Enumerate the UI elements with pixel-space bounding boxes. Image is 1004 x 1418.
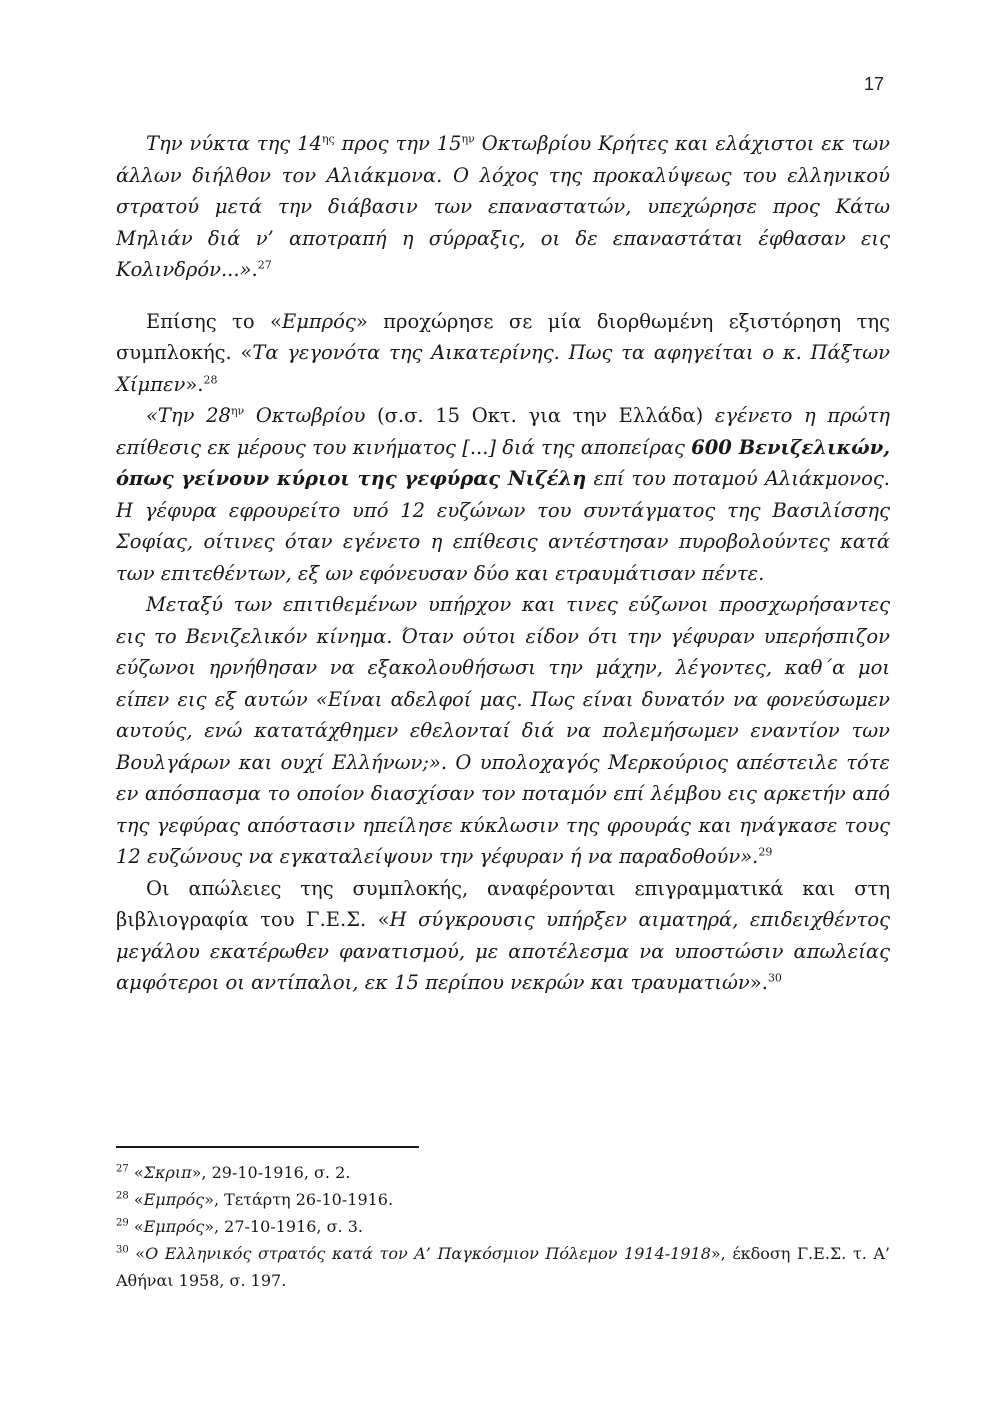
ordinal-superscript: ην [461, 132, 475, 146]
text-run: Επίσης το « [146, 309, 282, 333]
quote-paragraph-4 [116, 589, 890, 873]
source-title: Ο Ελληνικός στρατός κατά τον Α’ Παγκόσμιον Πόλεμον 1914-1918 [145, 1244, 711, 1263]
emphasis-bold: 600 Βενιζελικών, όπως γείνουν κύριοι της γεφύρας Νιζέλη [116, 435, 891, 490]
text-run: », 29-10-1916, σ. 2. [191, 1163, 351, 1182]
body-text [116, 128, 890, 999]
text-run: Οκτωβρίου [244, 404, 366, 427]
ordinal-superscript: ην [230, 404, 245, 418]
footnote-ref: 29 [758, 845, 773, 859]
ordinal-superscript: ης [321, 132, 335, 146]
editor-note: (σ.σ. 15 Οκτ. για την Ελλάδα) [365, 404, 715, 427]
quote-text [116, 132, 890, 281]
footnote-ref: 27 [257, 258, 272, 272]
text-run: « [133, 1163, 144, 1182]
quote-text [116, 404, 890, 585]
footnote-28 [116, 1186, 890, 1213]
text-run: », 27-10-1916, σ. 3. [204, 1217, 363, 1236]
text-run: « [135, 1244, 146, 1263]
text-run: « [133, 1190, 144, 1209]
quote-text [146, 404, 365, 427]
article-title: Τα γεγονότα της Αικατερίνης. Πως τα αφηγείται ο κ. Πάξτων Χίμπεν [116, 341, 890, 396]
text-run: Οι απώλειες της συμπλοκής, αναφέρονται επιγραμματικά και στη βιβλιογραφία του Γ.Ε.Σ. « [116, 876, 890, 931]
text-run: «Την 28 [146, 404, 231, 427]
source-title: Εμπρός [143, 1217, 205, 1236]
text-run: ». [749, 971, 768, 994]
page-number: 17 [863, 74, 884, 94]
footnote-separator [116, 1146, 419, 1148]
text-run: « [133, 1217, 144, 1236]
paragraph-gap [116, 286, 890, 306]
text-run: εγένετο η πρώτη επίθεσις εκ μέρους του κινήματος [...] διά της αποπείρας [116, 404, 890, 459]
quote-text: Μεταξύ των επιτιθεμένων υπήρχον και τινες εύζωνοι προσχωρήσαντες εις το Βενιζελικόν κίνημα. Όταν ούτοι είδον ότι την γέφυραν υπερήσπιζον εύζωνοι ηρνήθησαν να εξακολουθήσωσι την μάχην, λέγοντες, καθ΄α μοι είπεν εις εξ αυτών «Είναι αδελφοί μας. Πως είναι δυνατόν να φονεύσωμεν αυτούς, ενώ κατατάχθημεν εθελονταί διά να πολεμήσωμεν εναντίον των Βουλγάρων και ουχί Ελλήνων;». Ο υπολοχαγός Μερκούριος απέστειλε τότε εν απόσπασμα το οποίον διασχίσαν τον ποταμόν επί λέμβου εις αρκετήν από της γεφύρας απόστασιν ηπείλησε κύκλωσιν της φρουράς και ηνάγκασε τους 12 ευζώνους να εγκαταλείψουν την γέφυραν ή να παραδοθούν». [116, 593, 890, 868]
footnote-30 [116, 1240, 890, 1294]
text-run: προς την 15 [334, 132, 462, 155]
quote-paragraph-1 [116, 128, 890, 286]
text-run: Την νύκτα της 14 [146, 132, 322, 155]
paragraph-5 [116, 873, 890, 999]
footnote-ref: 28 [203, 373, 218, 386]
source-title: Σκριπ [143, 1163, 192, 1182]
footnote-number: 27 [116, 1163, 129, 1175]
footnote-27 [116, 1159, 890, 1186]
text-run: », Τετάρτη 26-10-1916. [204, 1190, 394, 1209]
source-title: Εμπρός [143, 1190, 205, 1209]
text-run: », έκδοση Γ.Ε.Σ. τ. Α’ Αθήναι 1958, σ. 197. [116, 1244, 891, 1290]
footnote-29 [116, 1213, 890, 1240]
footnote-ref: 30 [767, 971, 782, 985]
footnote-number: 28 [116, 1190, 129, 1202]
footnote-number: 30 [116, 1244, 129, 1256]
paragraph-2 [116, 306, 890, 401]
footnote-number: 29 [116, 1217, 129, 1229]
quote-paragraph-3 [116, 400, 890, 589]
text-run: ». [185, 372, 204, 396]
quote-text: Η σύγκρουσις υπήρξεν αιματηρά, επιδειχθέντος μεγάλου εκατέρωθεν φανατισμού, με αποτέλεσμα να υποστώσιν απωλείας αμφότεροι οι αντίπαλοι, εκ 15 περίπου νεκρών και τραυματιών [116, 908, 890, 994]
text-run: Οκτωβρίου Κρήτες και ελάχιστοι εκ των άλλων διήλθον τον Αλιάκμονα. Ο λόχος της προκαλύψεως του ελληνικού στρατού μετά την διάβασιν των επαναστατών, υπεχώρησε προς Κάτω Μηλιάν διά ν’ αποτραπή η σύρραξις, οι δε επαναστάται έφθασαν εις Κολινδρόν...». [116, 132, 890, 281]
text-run: επί του ποταμού Αλιάκμονος. Η γέφυρα εφρουρείτο υπό 12 ευζώνων του συντάγματος της Βασιλίσσης Σοφίας, οίτινες όταν εγένετο η επίθεσις αντέστησαν πυροβολούντες κατά των επιτεθέντων, εξ ων εφόνευσαν δύο και ετραυμάτισαν πέντε. [116, 467, 890, 585]
text-run: » προχώρησε σε μία διορθωμένη εξιστόρηση της συμπλοκής. « [116, 309, 890, 364]
footnotes [116, 1159, 890, 1294]
newspaper-title: Εμπρός [281, 309, 356, 333]
